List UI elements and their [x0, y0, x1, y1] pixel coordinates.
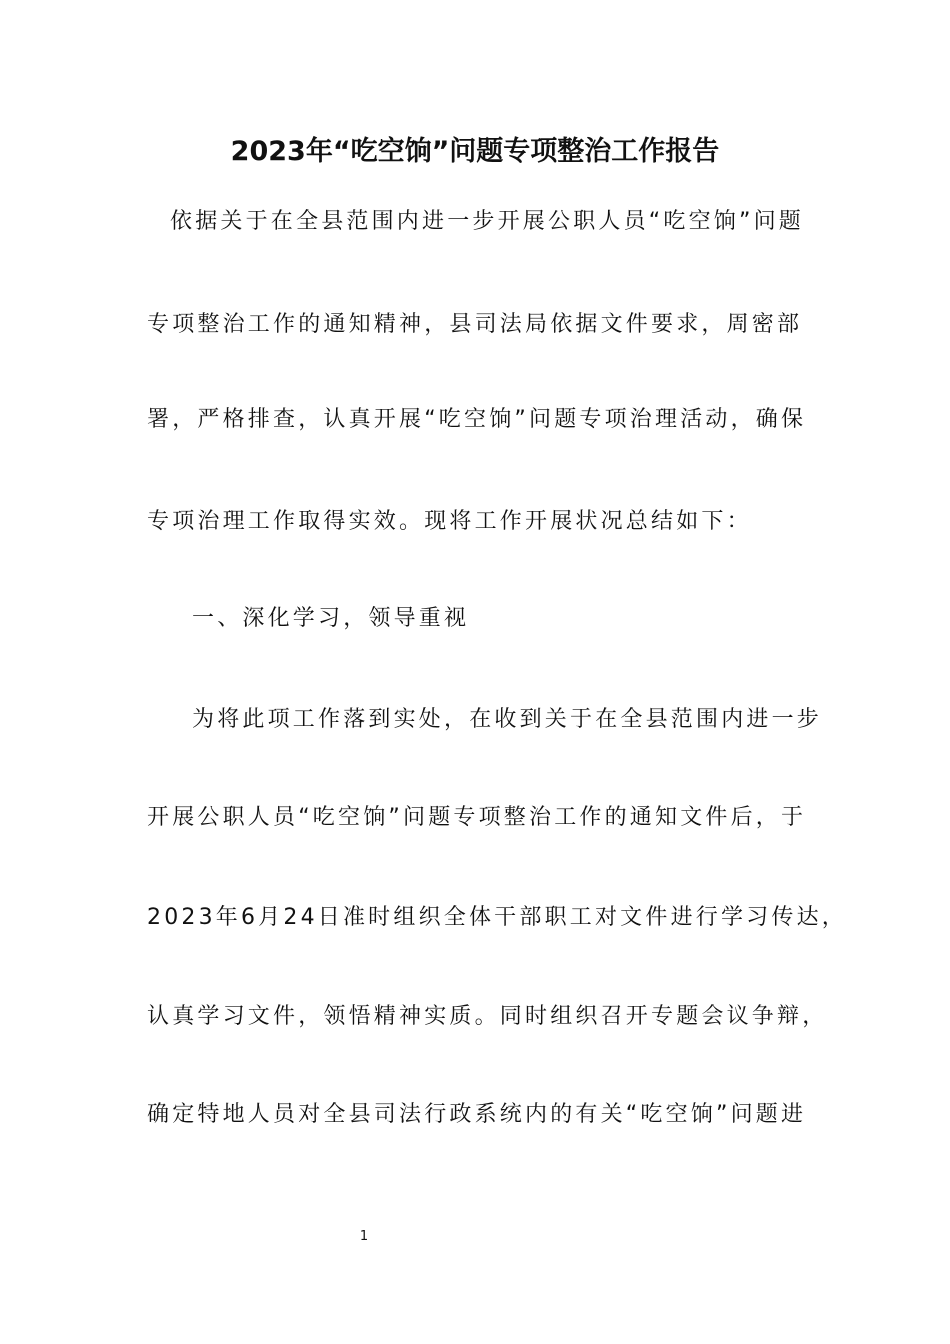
paragraph-line: 认真学习文件，领悟精神实质。同时组织召开专题会议争辩， [147, 1004, 828, 1029]
paragraph-line: 2023年6月24日准时组织全体干部职工对文件进行学习传达， [147, 905, 847, 930]
section-heading: 一、深化学习，领导重视 [192, 606, 470, 631]
paragraph-line: 署，严格排查，认真开展“吃空饷”问题专项治理活动，确保 [147, 407, 807, 432]
paragraph-line: 为将此项工作落到实处，在收到关于在全县范围内进一步 [192, 707, 823, 732]
document-title: 2023年“吃空饷”问题专项整治工作报告 [230, 136, 720, 167]
paragraph-line: 依据关于在全县范围内进一步开展公职人员“吃空饷”问题 [170, 209, 804, 234]
paragraph-line: 确定特地人员对全县司法行政系统内的有关“吃空饷”问题进 [147, 1102, 807, 1127]
paragraph-line: 专项治理工作取得实效。现将工作开展状况总结如下： [147, 509, 752, 534]
page-number: 1 [359, 1229, 369, 1244]
paragraph-line: 开展公职人员“吃空饷”问题专项整治工作的通知文件后，于 [147, 805, 807, 830]
paragraph-line: 专项整治工作的通知精神，县司法局依据文件要求，周密部 [147, 312, 803, 337]
